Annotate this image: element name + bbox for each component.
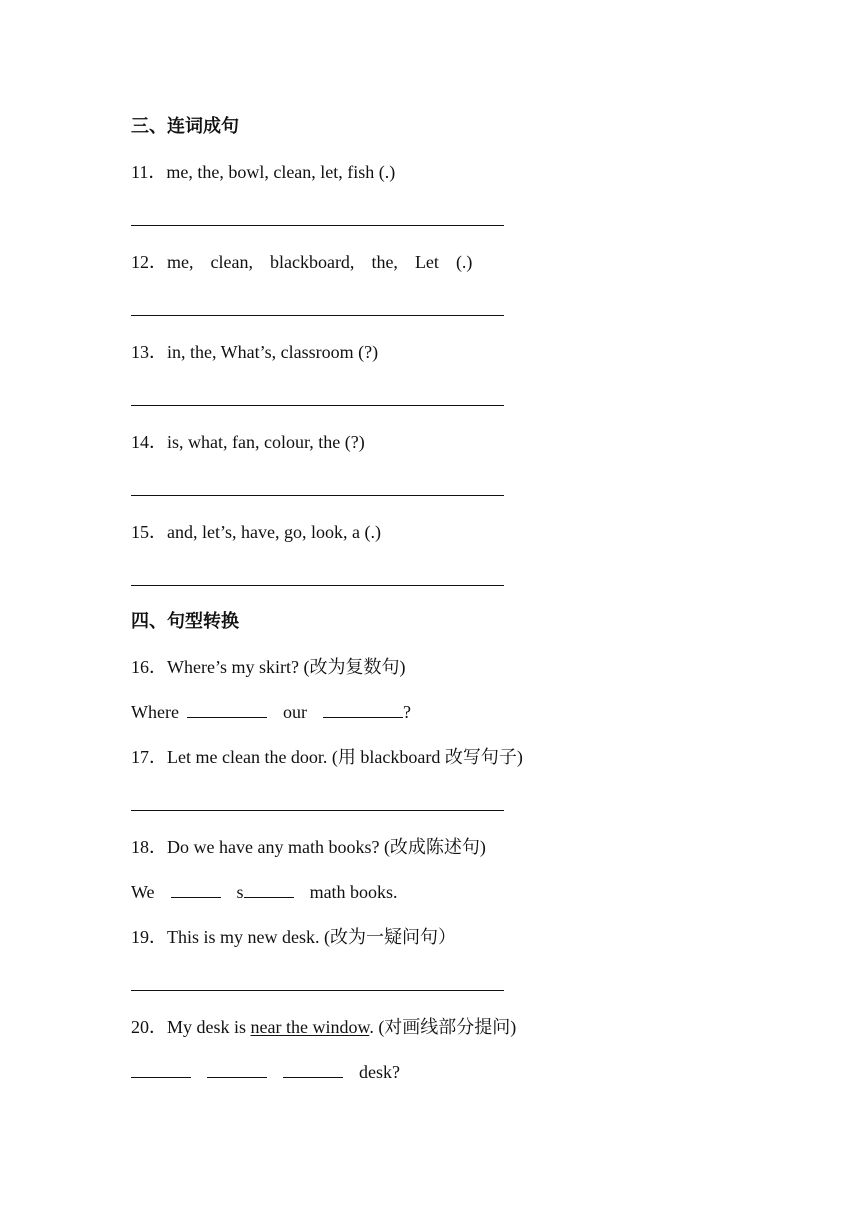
answer-word: Where — [131, 702, 179, 722]
word: (.) — [455, 252, 473, 272]
question-number: 14． — [131, 432, 167, 452]
question-number: 16． — [131, 657, 167, 677]
blank-field[interactable] — [283, 1060, 343, 1078]
question-14 — [131, 430, 365, 454]
question-text: in, the, What’s, classroom (?) — [167, 342, 379, 362]
section-4-title: 四、句型转换 — [131, 611, 239, 632]
question-number: 12． — [131, 252, 167, 272]
question-number: 11． — [131, 162, 167, 182]
word: blackboard, — [269, 252, 355, 272]
blank-field[interactable] — [187, 700, 267, 718]
answer-line-11[interactable] — [131, 225, 504, 226]
question-13 — [131, 340, 378, 364]
answer-word: desk? — [359, 1062, 400, 1082]
section-3-title: 三、连词成句 — [131, 116, 239, 137]
question-text: Where’s my skirt? (改为复数句) — [167, 657, 406, 677]
question-19 — [131, 925, 456, 949]
question-11 — [131, 160, 395, 184]
question-text: me, the, bowl, clean, let, fish (.) — [166, 162, 396, 182]
answer-word: math books. — [309, 882, 398, 902]
question-number: 19． — [131, 927, 167, 947]
question-20 — [131, 1015, 516, 1039]
question-text: Do we have any math books? (改成陈述句) — [167, 837, 486, 857]
answer-punctuation: ? — [402, 702, 411, 722]
question-text: and, let’s, have, go, look, a (.) — [167, 522, 381, 542]
answer-row-18 — [131, 880, 398, 904]
answer-letter: s — [236, 882, 244, 902]
question-number: 15． — [131, 522, 167, 542]
question-12 — [131, 250, 472, 274]
question-number: 13． — [131, 342, 167, 362]
question-16 — [131, 655, 405, 679]
answer-line-15[interactable] — [131, 585, 504, 586]
word: the, — [371, 252, 398, 272]
question-18 — [131, 835, 486, 859]
question-text: is, what, fan, colour, the (?) — [167, 432, 365, 452]
answer-line-13[interactable] — [131, 405, 504, 406]
blank-field[interactable] — [207, 1060, 267, 1078]
word: me, — [167, 252, 194, 272]
answer-line-17[interactable] — [131, 810, 504, 811]
answer-line-12[interactable] — [131, 315, 504, 316]
question-text-tail: . (对画线部分提问) — [369, 1017, 517, 1037]
blank-field[interactable] — [244, 880, 294, 898]
blank-field[interactable] — [171, 880, 221, 898]
blank-field[interactable] — [131, 1060, 191, 1078]
answer-line-14[interactable] — [131, 495, 504, 496]
question-17 — [131, 745, 523, 769]
word: Let — [414, 252, 439, 272]
question-number: 18． — [131, 837, 167, 857]
question-text: My desk is — [167, 1017, 251, 1037]
answer-word: our — [282, 702, 307, 722]
word: clean, — [210, 252, 253, 272]
question-text: This is my new desk. (改为一疑问句） — [167, 927, 456, 947]
answer-word: We — [131, 882, 155, 902]
question-text: Let me clean the door. (用 blackboard 改写句子) — [167, 747, 523, 767]
blank-field[interactable] — [323, 700, 403, 718]
question-number: 20． — [131, 1017, 167, 1037]
question-15 — [131, 520, 381, 544]
answer-line-19[interactable] — [131, 990, 504, 991]
answer-row-16 — [131, 700, 411, 724]
question-number: 17． — [131, 747, 167, 767]
underlined-phrase: near the window — [250, 1017, 370, 1037]
answer-row-20 — [131, 1060, 400, 1084]
